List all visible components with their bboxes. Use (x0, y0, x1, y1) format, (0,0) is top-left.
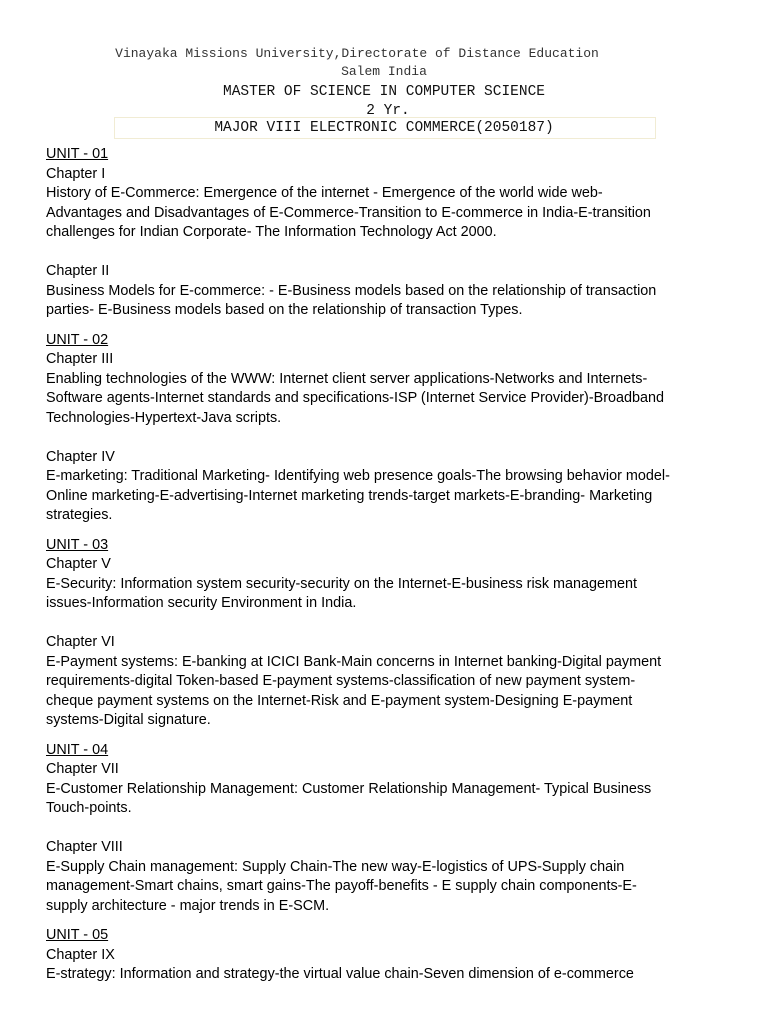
university-location: Salem India (341, 64, 427, 79)
chapter-title: Chapter II (46, 263, 110, 279)
unit-heading: UNIT - 02 (46, 331, 109, 348)
chapter-title: Chapter III (46, 351, 114, 367)
unit-heading: UNIT - 01 (46, 146, 109, 162)
unit-section (46, 741, 736, 917)
unit-section (46, 926, 736, 985)
chapter-title: Chapter VI (46, 634, 115, 650)
program-name: MASTER OF SCIENCE IN COMPUTER SCIENCE (223, 84, 545, 100)
course-title: MAJOR VIII ELECTRONIC COMMERCE(2050187) (214, 120, 554, 136)
chapter-title: Chapter IV (46, 448, 115, 465)
unit-heading: UNIT - 03 (46, 536, 109, 553)
chapter-title: Chapter VII (46, 761, 119, 777)
chapter-title: Chapter I (46, 165, 106, 182)
program-duration: 2 Yr. (366, 103, 410, 119)
unit-section (46, 145, 736, 321)
chapter-body: Business Models for E-commerce: - E-Business models based on the relationship of transaction parties- E-Business models based on the relationship of transaction Types. (46, 282, 657, 318)
chapter-title: Chapter V (46, 556, 111, 572)
chapter-body: History of E-Commerce: Emergence of the internet - Emergence of the world wide web- Advantages and Disadvantages of E-Commerce-Transition to E-commerce in India-E-transition challenges for Indian Corporate- The Information Technology Act 2000. (46, 185, 651, 240)
chapter-body: E-Customer Relationship Management: Customer Relationship Management- Typical Business Touch-points. (46, 780, 652, 816)
syllabus-content (46, 145, 736, 985)
chapter-title: Chapter VIII (46, 839, 123, 855)
chapter-body: Enabling technologies of the WWW: Internet client server applications-Networks and Internets- Software agents-Internet standards and specifications-ISP (Internet Service Provider)-Broadband Technologies-Hypertext-Java scripts. (46, 370, 665, 426)
chapter-body: E-strategy: Information and strategy-the virtual value chain-Seven dimension of e-commerce (46, 966, 634, 982)
chapter-body: E-Supply Chain management: Supply Chain-The new way-E-logistics of UPS-Supply chain management-Smart chains, smart gains-The payoff-benefits - E supply chain components-E- supply architecture - major trends in E-SCM. (46, 858, 637, 914)
chapter-body: E-Security: Information system security-security on the Internet-E-business risk management issues-Information security Environment in India. (46, 575, 638, 611)
chapter-body: E-marketing: Traditional Marketing- Identifying web presence goals-The browsing behavior model- Online marketing-E-advertising-Internet marketing trends-target markets-E-branding- Marketing strategies. (46, 468, 670, 523)
chapter-title: Chapter IX (46, 946, 115, 963)
unit-heading: UNIT - 05 (46, 927, 109, 943)
university-name: Vinayaka Missions University,Directorate of Distance Education (115, 46, 599, 61)
chapter-body: E-Payment systems: E-banking at ICICI Bank-Main concerns in Internet banking-Digital payment requirements-digital Token-based E-payment systems-classification of new payment system- cheque payment systems on the Internet-Risk and E-payment system-Designing E-payment systems-Digital signature. (46, 653, 662, 728)
unit-section (46, 331, 736, 526)
unit-section (46, 536, 736, 731)
unit-heading: UNIT - 04 (46, 741, 109, 758)
